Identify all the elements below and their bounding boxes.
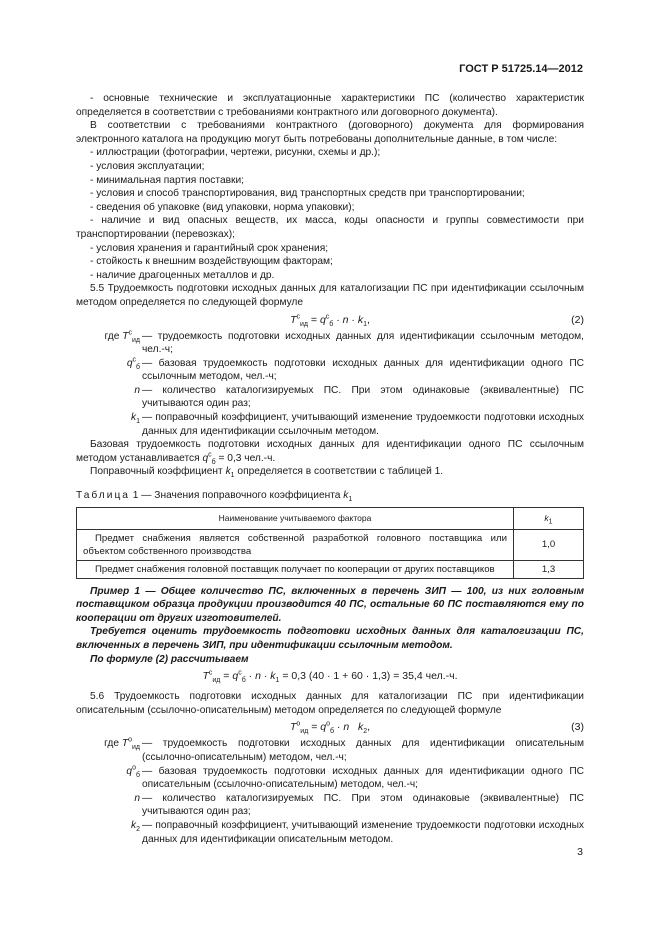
definition-desc: — поправочный коэффициент, учитывающий изменение трудоемкости подготовки исходных данных для идентификации описательным методом. — [142, 819, 584, 845]
example-paragraph-2: Требуется оценить трудоемкость подготовки исходных данных для каталогизации ПС, включенных в перечень ЗИП, при идентификации ссылочным методом. — [76, 626, 584, 651]
column-header-k1: $k_1$ — [514, 507, 584, 529]
definition-row — [76, 411, 584, 438]
definition-term: где $T^о_{ид}$ — [104, 736, 140, 752]
table-cell-value: 1,0 — [514, 529, 584, 560]
list-item: - условия эксплуатации; — [90, 160, 205, 172]
formula-2-definitions — [76, 330, 584, 439]
example-calculation-expression: $T^с_{ид} = q^с_б \cdot n \cdot k_1 = 0,3$ (40 · 1 + 60 · 1,3) = 35,4 чел.-ч. — [202, 669, 458, 685]
definition-desc: — поправочный коэффициент, учитывающий изменение трудоемкости подготовки исходных данных для идентификации ссылочным методом. — [142, 412, 584, 437]
definition-term: $q^с_б$ — [126, 356, 140, 371]
definition-row — [76, 330, 584, 357]
list-item: - сведения об упаковке (вид упаковки, норма упаковки); — [90, 201, 355, 213]
formula-3 — [76, 717, 584, 737]
correction-table — [76, 507, 584, 579]
definition-row — [76, 384, 584, 411]
definition-term: $q^о_б$ — [126, 764, 140, 779]
formula-3-number: (3) — [571, 721, 584, 734]
table-row — [77, 560, 584, 578]
definition-term: $k_1$ — [131, 412, 140, 426]
page-content — [76, 92, 584, 846]
table-header-row — [77, 507, 584, 529]
list-item: - стойкость к внешним воздействующим факторам; — [90, 256, 333, 268]
section-5-6-text: 5.6 Трудоемкость подготовки исходных данных для каталогизации ПС при идентификации описательным (ссылочно-описательным) методом определяется по следующей формуле — [76, 691, 584, 716]
page-number: 3 — [577, 846, 583, 858]
table-cell-value: 1,3 — [514, 560, 584, 578]
section-5-5-text: 5.5 Трудоемкость подготовки исходных данных для каталогизации ПС при идентификации ссылочным методом определяется по следующей формуле — [76, 283, 584, 308]
example-paragraph-1: Пример 1 — Общее количество ПС, включенных в перечень ЗИП — 100, из них головным поставщиком образца продукции производится 40 ПС, остальные 60 ПС поставляются ему по кооперации от других изготовителей. — [76, 585, 584, 624]
formula-3-expression: $T^о_{ид} = q^о_б \cdot n$ $k_2$, — [289, 720, 371, 736]
list-item: - иллюстрации (фотографии, чертежи, рисунки, схемы и др.); — [90, 147, 381, 159]
column-header-factor: Наименование учитываемого фактора — [77, 507, 514, 529]
definition-row — [76, 792, 584, 819]
table-row — [77, 529, 584, 560]
definition-desc: — количество каталогизируемых ПС. При этом одинаковые (эквивалентные) ПС учитываются один раз; — [142, 384, 584, 410]
list-item: - наличие и вид опасных веществ, их масса, коды опасности и группы совместимости при транспортировании (перевозках); — [76, 215, 584, 240]
definition-term: $k_2$ — [131, 819, 140, 833]
list-item: - условия и способ транспортирования, вид транспортных средств при транспортировании; — [90, 188, 525, 200]
formula-2-expression: $T^с_{ид} = q^с_б \cdot n \cdot k_1$, — [290, 313, 370, 328]
list-item: - условия хранения и гарантийный срок хранения; — [90, 242, 329, 254]
formula-3-definitions — [76, 737, 584, 846]
base-effort-paragraph: Базовая трудоемкость подготовки исходных данных для идентификации одного ПС ссылочным методом устанавливается $q^с_б = 0,3$ чел.-ч. — [76, 439, 584, 466]
catalog-paragraph: В соответствии с требованиями контрактного (договорного) документа для формирования электронного каталога на продукцию могут быть потребованы дополнительные данные, в том числе: — [76, 120, 584, 145]
table-cell-factor: Предмет снабжения является собственной разработкой головного поставщика или объектом собственного производства — [77, 529, 514, 560]
definition-term: n — [134, 384, 140, 396]
list-item: - минимальная партия поставки; — [90, 174, 245, 186]
doc-code-header: ГОСТ Р 51725.14—2012 — [459, 63, 583, 75]
definition-desc: — трудоемкость подготовки исходных данных для идентификации ссылочным методом, чел.-ч; — [142, 330, 584, 356]
definition-desc: — количество каталогизируемых ПС. При этом одинаковые (эквивалентные) ПС учитываются один раз; — [142, 792, 584, 818]
definition-row — [76, 737, 584, 764]
table-cell-factor: Предмет снабжения головной поставщик получает по кооперации от других поставщиков — [77, 560, 514, 578]
extra-data-list — [76, 146, 584, 282]
definition-desc: — базовая трудоемкость подготовки исходных данных для идентификации одного ПС описательным (ссылочно-описательным) методом, чел.-ч; — [142, 765, 584, 791]
formula-2 — [76, 310, 584, 330]
definition-term: где $T^с_{ид}$ — [104, 329, 140, 344]
intro-line: - основные технические и эксплуатационные характеристики ПС (количество характеристик определяется в соответствии с требованиями контрактного или договорного документа). — [76, 93, 584, 118]
definition-row — [76, 357, 584, 384]
example-paragraph-3: По формуле (2) рассчитываем — [90, 653, 249, 665]
list-item: - наличие драгоценных металлов и др. — [90, 269, 275, 281]
correction-paragraph: Поправочный коэффициент $k_1$ определяется в соответствии с таблицей 1. — [90, 466, 444, 480]
example-calculation — [76, 666, 584, 686]
definition-desc: — трудоемкость подготовки исходных данных для идентификации описательным (ссылочно-описательным) методом, чел.-ч; — [142, 738, 584, 763]
formula-2-number: (2) — [571, 313, 584, 326]
definition-row — [76, 819, 584, 846]
definition-row — [76, 765, 584, 792]
table-caption: Таблица 1 — Значения поправочного коэффициента $k_1$ — [76, 490, 353, 504]
definition-term: n — [134, 792, 140, 804]
definition-desc: — базовая трудоемкость подготовки исходных данных для идентификации одного ПС ссылочным методом, чел.-ч; — [142, 357, 584, 383]
